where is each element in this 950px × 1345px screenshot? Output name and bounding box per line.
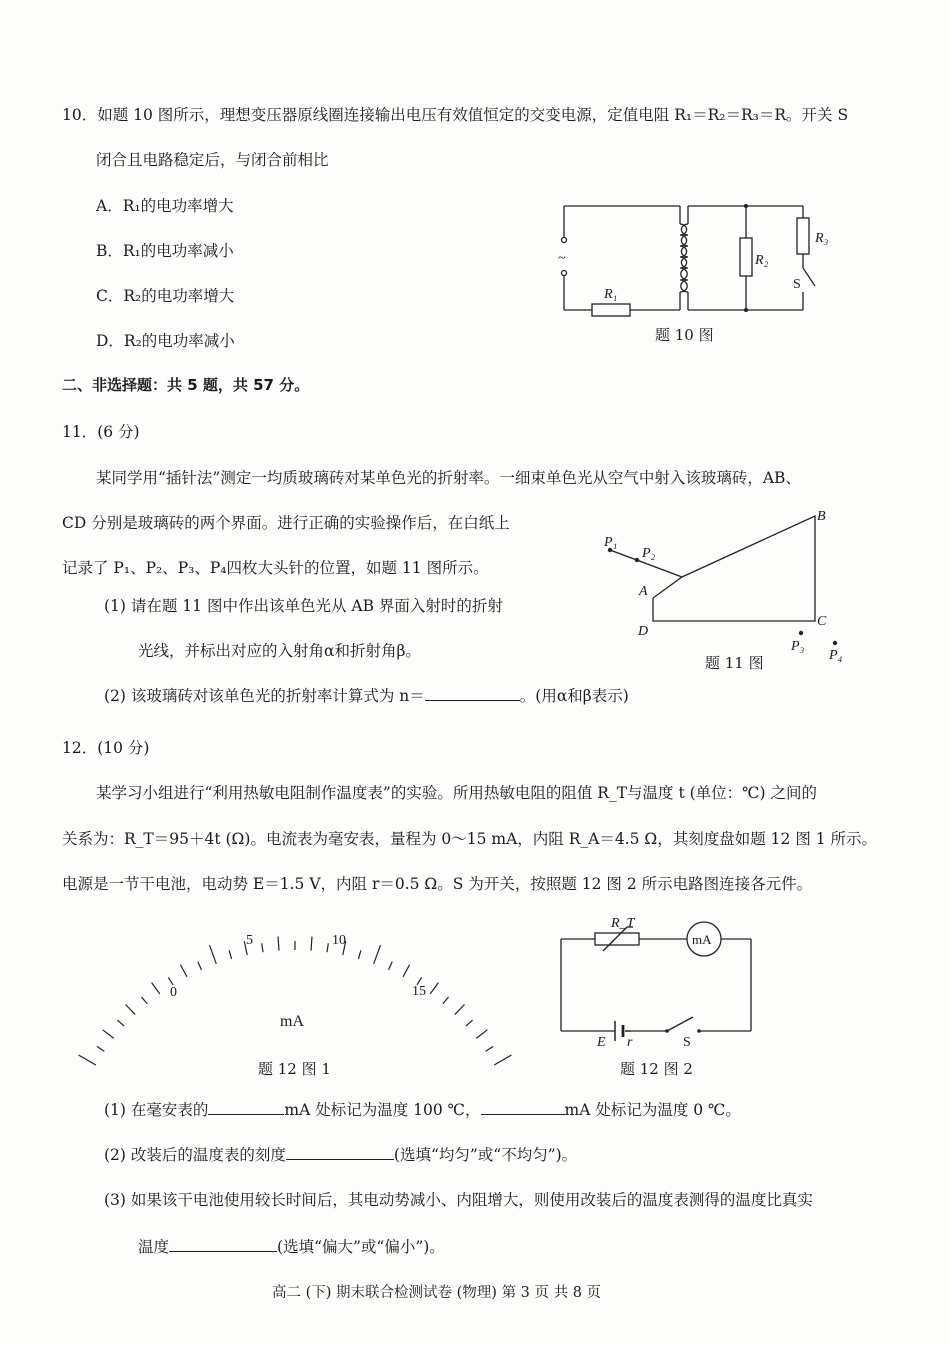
q11-sub2-prefix: (2) 该玻璃砖对该单色光的折射率计算式为 n＝ [104,687,425,705]
q10-stem-line2: 闭合且电路稳定后，与闭合前相比 [96,151,329,169]
meter-tick [97,1046,104,1051]
meter-tick [311,937,312,951]
q12-sub3-line1: (3) 如果该干电池使用较长时间后，其电动势减小、内阻增大，则使用改装后的温度表测得的温度比真实 [104,1191,813,1209]
meter-unit-label: mA [280,1013,304,1030]
q12-sub1 [104,1098,741,1120]
q12-sub3-a: 温度 [138,1238,170,1256]
meter-tick [486,1046,493,1051]
q11-glass-diagram [585,505,865,665]
meter-tick [79,1055,96,1065]
q12-blank-100c[interactable] [208,1100,284,1115]
meter-tick [278,937,279,951]
meter-tick [152,983,160,994]
q12-circuit-diagram [555,915,785,1050]
ac-source-label: ~ [558,251,566,266]
label-ma: mA [692,932,712,947]
label-e: E [597,1035,606,1050]
label-p3: P₃ [791,639,805,654]
meter-tick [198,962,202,970]
meter-tick [443,997,449,1004]
q12-sub2-a: (2) 改装后的温度表的刻度 [104,1146,286,1164]
q11-answer-blank[interactable] [425,686,520,701]
label-r1: R₁ [604,287,618,302]
q12-fig1-caption: 题 12 图 1 [258,1060,331,1078]
tick-label-5: 5 [246,933,253,948]
q12-milliammeter-dial [160,925,440,1045]
q12-blank-bias[interactable] [169,1237,277,1252]
q12-sub2-b: (选填“均匀”或“不均匀”)。 [393,1146,578,1164]
label-p2: P₂ [642,546,656,561]
meter-tick [103,1030,114,1039]
q12-sub3-line2 [138,1235,445,1257]
meter-tick [476,1030,487,1039]
page-footer: 高二 (下) 期末联合检测试卷 (物理) 第 3 页 共 8 页 [272,1285,602,1301]
meter-tick [494,1055,511,1065]
label-r: r [627,1035,633,1050]
q11-sub2 [104,684,629,706]
meter-tick [168,977,173,985]
label-p4: P₄ [829,648,843,663]
q12-blank-scale[interactable] [286,1145,394,1160]
q11-sub1-line1: (1) 请在题 11 图中作出该单色光从 AB 界面入射时的折射 [104,597,503,615]
q12-fig2-caption: 题 12 图 2 [620,1060,693,1078]
q12-para1: 某学习小组进行“利用热敏电阻制作温度表”的实验。所用热敏电阻的阻值 R_T与温度 t (单位：℃) 之间的 [96,784,817,802]
meter-tick [117,1020,124,1026]
q10-option-b: B．R₁的电功率减小 [96,242,234,260]
meter-tick [403,965,410,977]
meter-tick [455,1005,465,1015]
q12-sub2 [104,1143,577,1165]
meter-tick [126,1005,136,1015]
meter-tick [229,950,232,959]
q12-para3: 电源是一节干电池，电动势 E＝1.5 V，内阻 r＝0.5 Ω。S 为开关，按照题 12 图 2 所示电路图连接各元件。 [62,875,813,893]
label-p1: P₁ [604,535,618,550]
label-b: B [817,509,826,524]
meter-tick [210,945,217,964]
q10-option-d: D．R₂的电功率减小 [96,332,235,350]
q12-sub1-c: mA 处标记为温度 0 ℃。 [564,1101,741,1119]
meter-tick [141,997,147,1004]
q11-header: 11．(6 分) [62,423,140,441]
label-switch-s: S [793,277,801,292]
q11-para2: CD 分别是玻璃砖的两个界面。进行正确的实验操作后，在白纸上 [62,514,510,532]
q10-stem-line1: 10．如题 10 图所示，理想变压器原线圈连接输出电压有效值恒定的交变电源，定值电阻 R₁＝R₂＝R₃＝R。开关 S [62,106,849,124]
q11-sub2-suffix: 。(用α和β表示) [519,687,629,705]
q11-para3: 记录了 P₁、P₂、P₃、P₄四枚大头针的位置，如题 11 图所示。 [62,559,489,577]
meter-tick [358,950,361,959]
meter-tick [389,962,393,970]
q12-blank-0c[interactable] [481,1100,565,1115]
q12-sub1-b: mA 处标记为温度 100 ℃， [284,1101,481,1119]
tick-label-15: 15 [412,984,426,999]
q12-para2: 关系为：R_T＝95＋4t (Ω)。电流表为毫安表，量程为 0～15 mA，内阻 R_A＝4.5 Ω，其刻度盘如题 12 图 1 所示。 [62,830,878,848]
label-c: C [817,614,827,629]
q11-para1: 某同学用“插针法”测定一均质玻璃砖对某单色光的折射率。一细束单色光从空气中射入该玻璃砖，AB、 [96,469,801,487]
meter-tick [327,943,328,952]
meter-tick [374,945,381,964]
meter-tick [430,983,438,994]
q12-sub3-b: (选填“偏大”或“偏小”)。 [277,1238,445,1256]
label-r3: R₃ [815,231,829,246]
q10-option-c: C．R₂的电功率增大 [96,287,235,305]
label-s: S [683,1035,691,1050]
q11-figure-caption: 题 11 图 [705,654,764,672]
meter-tick [262,943,263,952]
q10-option-a: A．R₁的电功率增大 [96,197,234,215]
meter-tick [466,1020,473,1026]
q11-sub1-line2: 光线，并标出对应的入射角α和折射角β。 [138,642,421,660]
label-r2: R₂ [755,253,769,268]
label-rt: R_T [611,916,635,931]
label-a: A [639,584,648,599]
q12-header: 12．(10 分) [62,739,150,757]
meter-tick [180,965,187,977]
q12-sub1-a: (1) 在毫安表的 [104,1101,209,1119]
tick-label-10: 10 [332,933,346,948]
section-heading: 二、非选择题：共 5 题，共 57 分。 [62,376,310,394]
label-d: D [638,624,649,639]
q10-circuit-diagram [555,198,855,328]
tick-label-0: 0 [170,985,177,1000]
q10-figure-caption: 题 10 图 [655,326,714,344]
